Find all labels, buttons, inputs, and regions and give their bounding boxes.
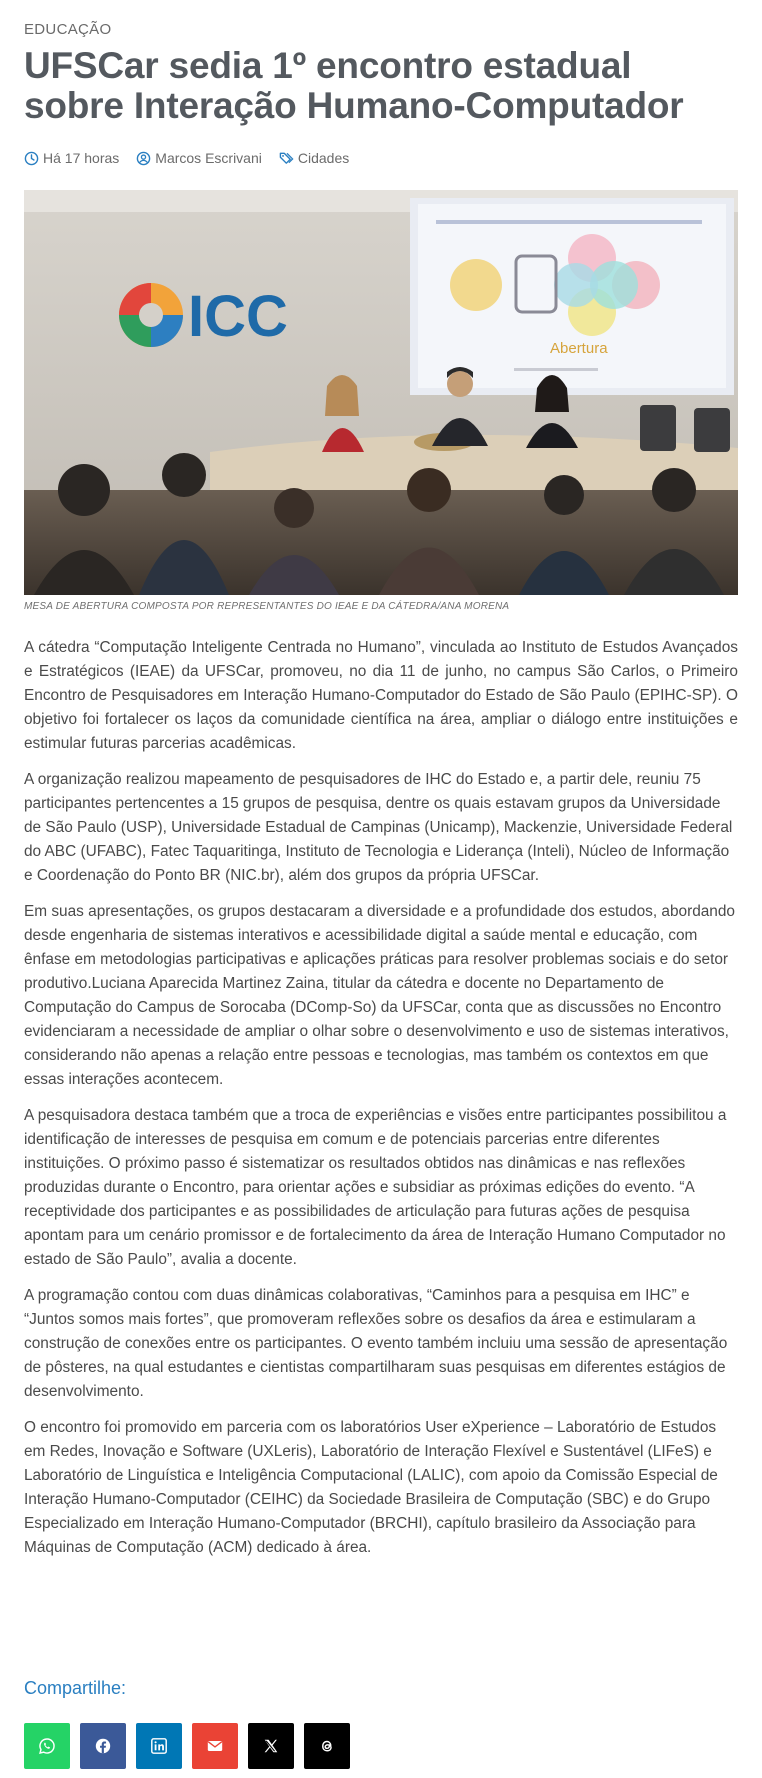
meta-time	[24, 150, 119, 166]
paragraph-5: A programação contou com duas dinâmicas colaborativas, “Caminhos para a pesquisa em IHC” e “Juntos somos mais fortes”, que promoveram reflexões sobre os desafios da área e estimularam a construção de conexões entre os participantes. O evento também incluiu uma sessão de apresentação de pôsteres, na qual estudantes e cientistas compartilharam suas pesquisas em diferentes estágios de desenvolvimento.	[24, 1287, 728, 1400]
paragraph-2: A organização realizou mapeamento de pesquisadores de IHC do Estado e, a partir dele, reuniu 75 participantes pertencentes a 15 grupos de pesquisa, dentre os quais estavam grupos da Universidade de São Paulo (USP), Universidade Estadual de Campinas (Unicamp), Mackenzie, Universidade Federal do ABC (UFABC), Fatec Taquaritinga, Instituto de Tecnologia e Liderança (Inteli), Núcleo de Informação e Coordenação do Ponto BR (NIC.br), além dos grupos da própria UFSCar.	[24, 771, 733, 884]
facebook-icon	[94, 1737, 112, 1755]
icc-logo	[119, 283, 288, 349]
logo-text: ICC	[188, 284, 288, 349]
paragraph-4: A pesquisadora destaca também que a troca de experiências e visões entre participantes possibilitou a identificação de interesses de pesquisa em comum e de potenciais parcerias entre diferentes instituições. O próximo passo é sistematizar os resultados obtidos nas dinâmicas e nas reflexões produzidas durante o Encontro, para orientar ações e subsidiar as próximas edições do evento. “A receptividade dos participantes e as possibilidades de articulação para futuras ações de pesquisa apontam para um cenário promissor e de fortalecimento da área de Interação Humano Computador no estado de São Paulo”, avalia a docente.	[24, 1107, 727, 1268]
paragraph-3: Em suas apresentações, os grupos destacaram a diversidade e a profundidade dos estudos, abordando desde engenharia de sistemas interativos e acessibilidade digital a saúde mental e educação, com ênfase em metodologias participativas e aplicações práticas para resolver problemas sociais e do setor produtivo.Luciana Aparecida Martinez Zaina, titular da cátedra e docente no Departamento de Computação do Campus de Sorocaba (DComp-So) da UFSCar, conta que as discussões no Encontro evidenciaram a necessidade de ampliar o olhar sobre o desenvolvimento e uso de sistemas interativos, considerando não apenas a relação entre pessoas e tecnologias, mas também os contextos em que essas interações acontecem.	[24, 903, 735, 1088]
share-whatsapp-button[interactable]	[24, 1723, 70, 1769]
meta-author-text[interactable]: Marcos Escrivani	[155, 150, 262, 166]
meta-time-text: Há 17 horas	[43, 150, 120, 166]
envelope-icon	[206, 1737, 224, 1755]
article-body	[24, 636, 738, 1572]
share-linkedin-button[interactable]	[136, 1723, 182, 1769]
whatsapp-icon	[38, 1737, 56, 1755]
meta-section[interactable]	[279, 150, 349, 166]
article-meta	[24, 150, 366, 166]
threads-icon	[318, 1737, 336, 1755]
share-x-button[interactable]	[248, 1723, 294, 1769]
meta-section-text[interactable]: Cidades	[297, 150, 350, 166]
share-email-button[interactable]	[192, 1723, 238, 1769]
linkedin-icon	[150, 1737, 168, 1755]
article-title: UFSCar sedia 1º encontro estadual sobre Interação Humano-Computador	[24, 45, 684, 126]
photo-caption: MESA DE ABERTURA COMPOSTA POR REPRESENTANTES DO IEAE E DA CÁTEDRA/ANA MORENA	[24, 601, 510, 612]
x-icon	[262, 1737, 280, 1755]
slide-heading: Abertura	[550, 340, 608, 357]
clock-icon	[24, 151, 39, 166]
share-threads-button[interactable]	[304, 1723, 350, 1769]
share-label: Compartilhe:	[24, 1678, 127, 1698]
paragraph-1: A cátedra “Computação Inteligente Centrada no Humano”, vinculada ao Instituto de Estudos Avançados e Estratégicos (IEAE) da UFSCar, promoveu, no dia 11 de junho, no campus São Carlos, o Primeiro Encontro de Pesquisadores em Interação Humano-Computador do Estado de São Paulo (EPIHC-SP). O objetivo foi fortalecer os laços da comunidade científica na área, ampliar o diálogo entre instituições e estimular futuras parcerias acadêmicas.	[24, 639, 738, 752]
share-buttons	[24, 1723, 360, 1769]
category-label[interactable]: EDUCAÇÃO	[24, 21, 112, 38]
share-facebook-button[interactable]	[80, 1723, 126, 1769]
paragraph-6: O encontro foi promovido em parceria com os laboratórios User eXperience – Laboratório de Estudos em Redes, Inovação e Software (UXLeris), Laboratório de Interação Flexível e Sustentável (LIFeS) e Laboratório de Linguística e Inteligência Computacional (LALIC), com apoio da Comissão Especial de Interação Humano-Computador (CEIHC) da Sociedade Brasileira de Computação (SBC) e do Grupo Especializado em Interação Humano-Computador (BRCHI), capítulo brasileiro da Associação para Máquinas de Computação (ACM) dedicado à área.	[24, 1419, 718, 1556]
user-circle-icon	[136, 151, 151, 166]
article-photo	[24, 190, 738, 595]
tags-icon	[279, 151, 294, 166]
meta-author[interactable]	[136, 150, 262, 166]
